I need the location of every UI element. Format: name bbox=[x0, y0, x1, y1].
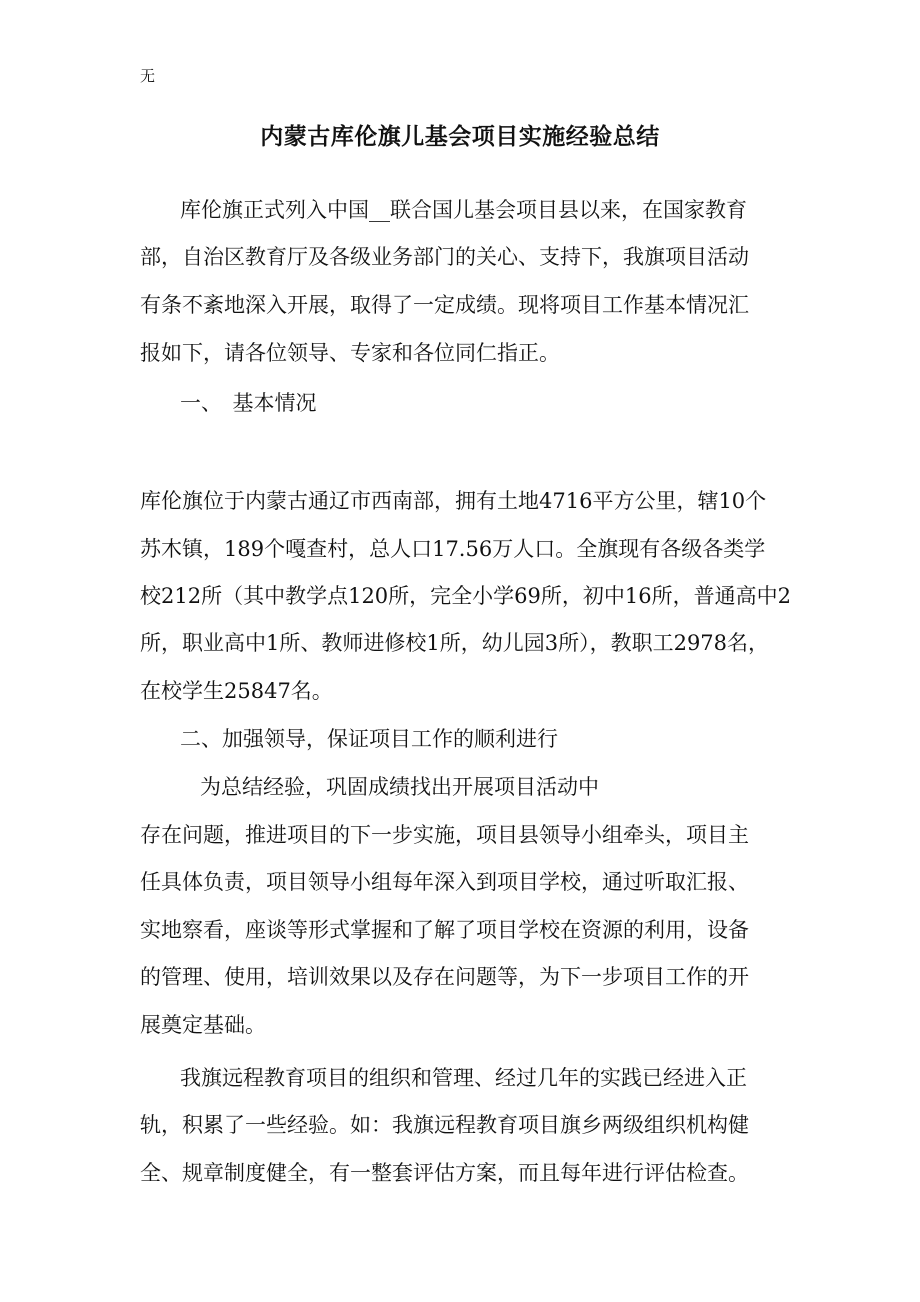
paragraph-line: 部，自治区教育厅及各级业务部门的关心、支持下，我旗项目活动 bbox=[140, 245, 749, 269]
paragraph-line: 展奠定基础。 bbox=[140, 1013, 266, 1037]
paragraph-line: 库伦旗位于内蒙古通辽市西南部，拥有土地4716平方公里，辖10个 bbox=[140, 489, 767, 513]
paragraph-line: 我旗远程教育项目的组织和管理、经过几年的实践已经进入正 bbox=[180, 1066, 747, 1090]
section-heading: 二、加强领导，保证项目工作的顺利进行 bbox=[180, 727, 558, 751]
paragraph-line: 库伦旗正式列入中国__联合国儿基会项目县以来，在国家教育 bbox=[180, 198, 747, 222]
paragraph-line: 所，职业高中1所、教师进修校1所，幼儿园3所），教职工2978名， bbox=[140, 631, 770, 655]
paragraph-line: 全、规章制度健全，有一整套评估方案，而且每年进行评估检查。 bbox=[140, 1161, 749, 1185]
paragraph-line: 实地察看，座谈等形式掌握和了解了项目学校在资源的利用，设备 bbox=[140, 918, 749, 942]
document-title: 内蒙古库伦旗儿基会项目实施经验总结 bbox=[260, 123, 660, 150]
paragraph-line: 校212所（其中教学点120所，完全小学69所，初中16所，普通高中2 bbox=[140, 584, 791, 608]
paragraph-line: 在校学生25847名。 bbox=[140, 679, 333, 703]
paragraph-line: 任具体负责，项目领导小组每年深入到项目学校，通过听取汇报、 bbox=[140, 870, 749, 894]
paragraph-line: 轨，积累了一些经验。如：我旗远程教育项目旗乡两级组织机构健 bbox=[140, 1113, 749, 1137]
paragraph-line: 报如下，请各位领导、专家和各位同仁指正。 bbox=[140, 341, 560, 365]
paragraph-line: 的管理、使用，培训效果以及存在问题等，为下一步项目工作的开 bbox=[140, 965, 749, 989]
paragraph-line: 苏木镇，189个嘎查村，总人口17.56万人口。全旗现有各级各类学 bbox=[140, 537, 766, 561]
header-mark: 无 bbox=[140, 67, 156, 85]
paragraph-line: 存在问题，推进项目的下一步实施，项目县领导小组牵头，项目主 bbox=[140, 823, 749, 847]
paragraph-line: 有条不紊地深入开展，取得了一定成绩。现将项目工作基本情况汇 bbox=[140, 293, 749, 317]
section-heading: 一、 基本情况 bbox=[180, 391, 317, 415]
paragraph-line: 为总结经验，巩固成绩找出开展项目活动中 bbox=[200, 775, 599, 799]
